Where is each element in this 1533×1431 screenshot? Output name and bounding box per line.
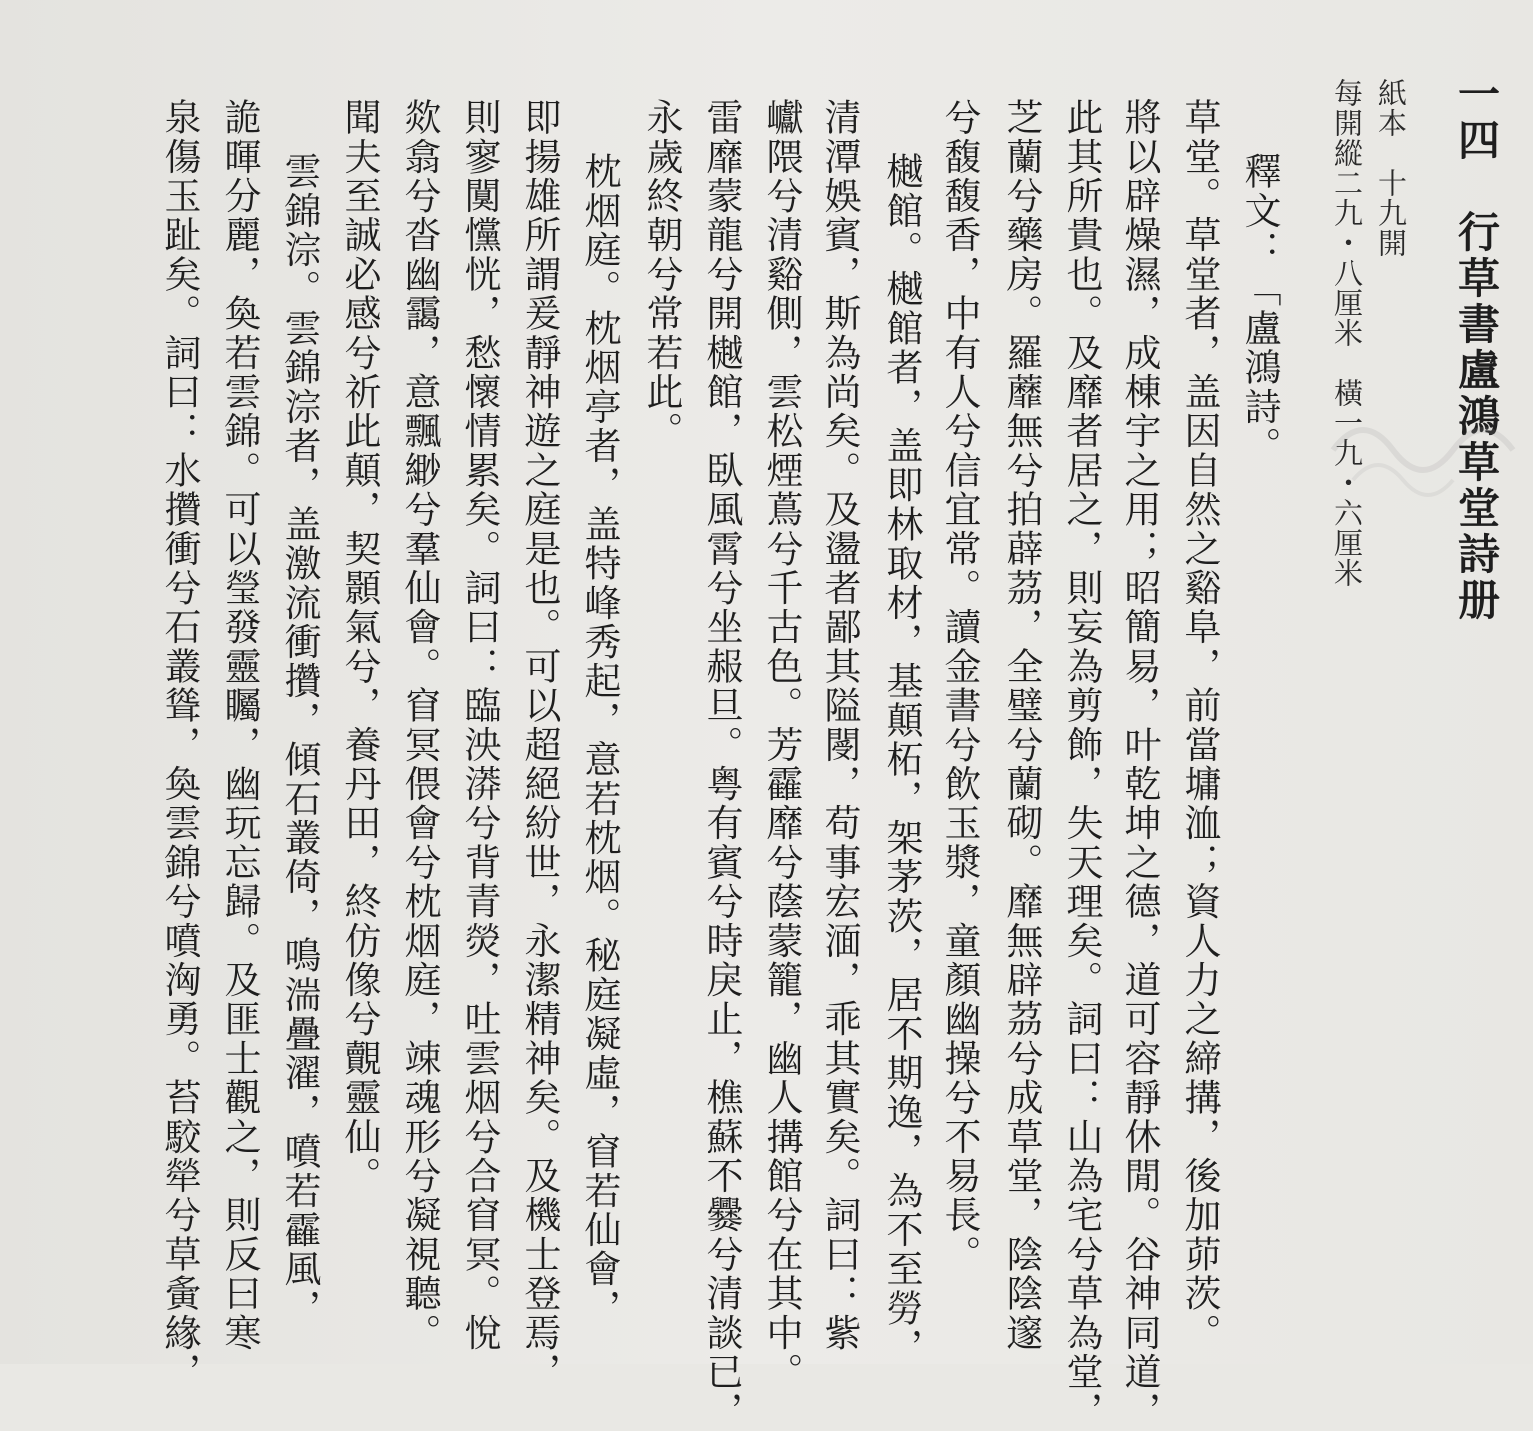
text-column-15: 欻翕兮沓幽靄，意飄緲兮羣仙會。窅冥偎會兮枕烟庭，竦魂形兮凝視聽。	[398, 98, 441, 1353]
dimension-info: 每開縱二九・八厘米 橫一九・六厘米	[1330, 78, 1364, 588]
text-column-06: 兮馥馥香，中有人兮信宜常。讀金書兮飲玉漿，童顏幽操兮不易長。	[938, 98, 981, 1274]
text-column-17: 雲錦淙。雲錦淙者，盖激流衝攢，傾石叢倚，鳴湍疊濯，噴若靃風，	[278, 152, 321, 1328]
text-column-02: 草堂。草堂者，盖因自然之谿阜，前當墉洫；資人力之締搆，後加茆茨。	[1178, 98, 1221, 1353]
text-column-03: 將以辟燥濕，成棟宇之用；昭簡易，叶乾坤之德，道可容靜休閒。谷神同道，	[1118, 98, 1161, 1431]
text-column-07: 樾館。樾館者，盖即林取材，基顛柘，架茅茨，居不期逸，為不至勞，	[880, 152, 923, 1368]
seal-impression	[1313, 390, 1533, 520]
text-column-01: 釋文：「盧鴻詩。	[1238, 152, 1281, 466]
text-column-12: 枕烟庭。枕烟亭者，盖特峰秀起，意若枕烟。秘庭凝虛，窅若仙會，	[578, 152, 621, 1328]
text-column-14: 則寥闃戃恍，愁懷情累矣。詞曰：臨泱漭兮背青熒，吐雲烟兮合窅冥。悅	[458, 98, 501, 1353]
text-column-18: 詭暉分麗，奐若雲錦。可以瑩發靈矚，幽玩忘歸。及匪士觀之，則反曰寒	[218, 98, 261, 1353]
text-column-04: 此其所貴也。及靡者居之，則妄為剪飾，失天理矣。詞曰：山為宅兮草為堂，	[1060, 98, 1103, 1431]
text-column-10: 雷靡蒙龍兮開樾館，臥風霄兮坐赧旦。粤有賓兮時戾止，樵蘇不爨兮清談已，	[700, 98, 743, 1431]
text-column-08: 清潭娛賓，斯為尚矣。及盪者鄙其隘閿，苟事宏湎，乖其實矣。詞曰：紫	[818, 98, 861, 1353]
text-column-11: 永歲終朝兮常若此。	[640, 98, 683, 451]
material-info: 紙本 十九開	[1374, 78, 1408, 258]
text-column-16: 聞夫至誠必感兮祈此顛，契顥氣兮，養丹田，終仿像兮覿靈仙。	[338, 98, 381, 1196]
page-title: 一四 行草書盧鴻草堂詩册	[1452, 72, 1501, 624]
text-column-19: 泉傷玉趾矣。詞曰：水攢衝兮石叢聳，奐雲錦兮噴洶勇。苔駮犖兮草夤緣，	[158, 98, 201, 1392]
text-column-09: 巘隈兮清谿側，雲松煙蔦兮千古色。芳靃靡兮蔭蒙籠，幽人搆館兮在其中。	[760, 98, 803, 1392]
text-column-13: 即揚雄所謂爰靜神遊之庭是也。可以超絕紛世，永潔精神矣。及機士登焉，	[518, 98, 561, 1392]
text-column-05: 芝蘭兮藥房。羅蘼無兮拍薜茘，全璧兮蘭砌。靡無辟茘兮成草堂，陰陰邃	[1000, 98, 1043, 1353]
